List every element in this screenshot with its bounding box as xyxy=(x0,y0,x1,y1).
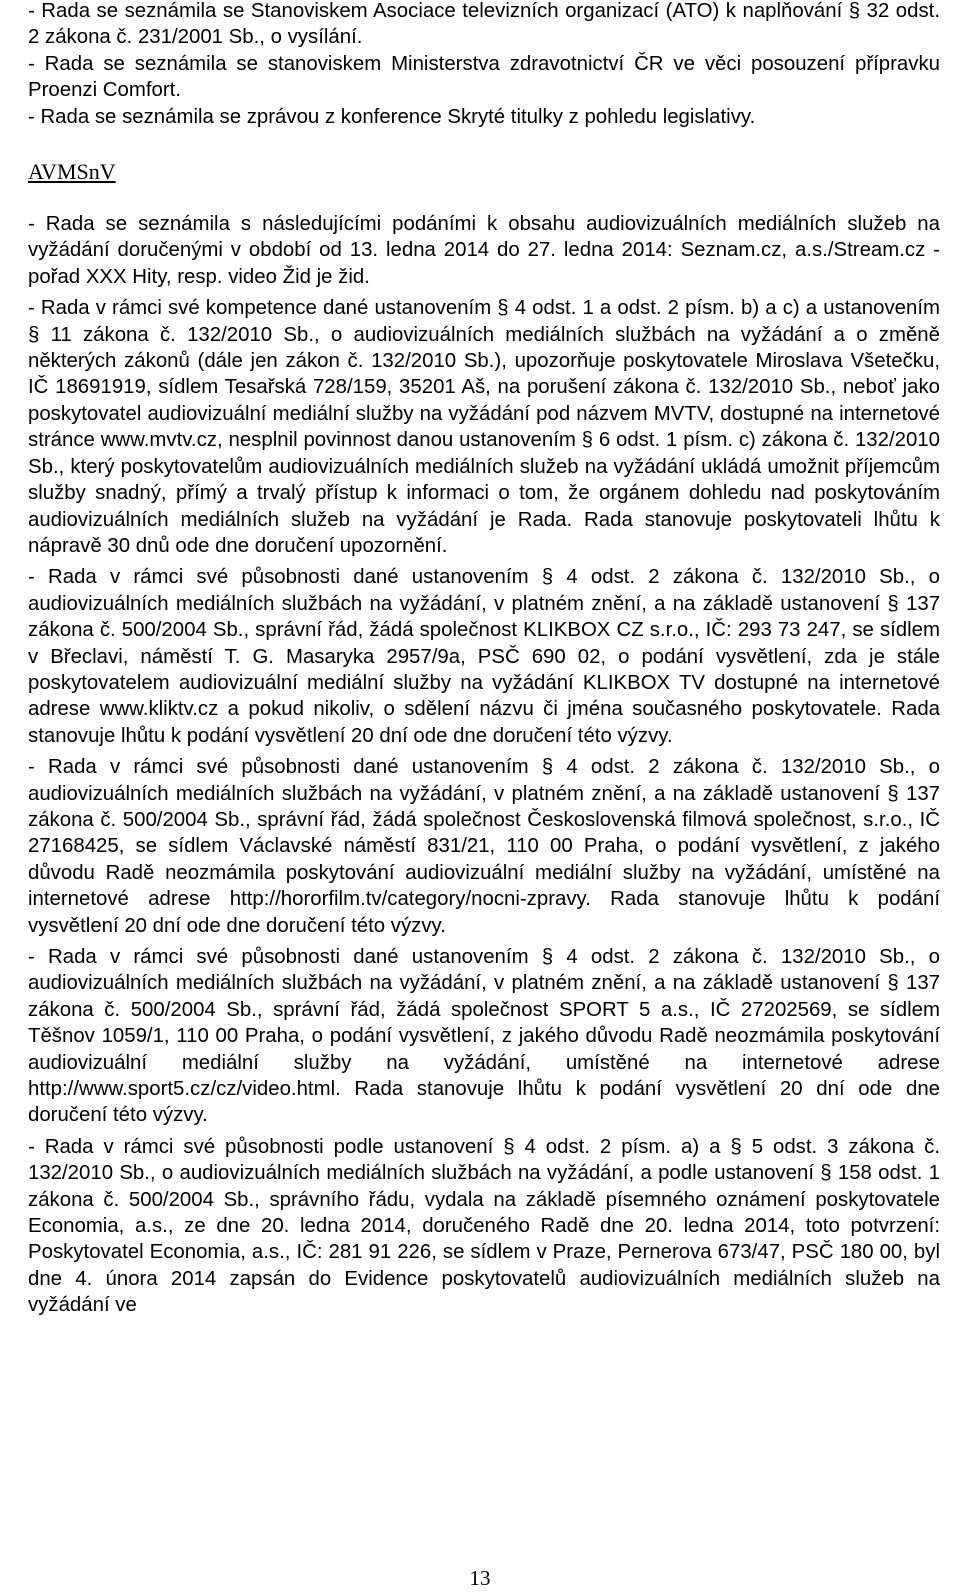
paragraph-ato-statement: - Rada se seznámila se Stanoviskem Asociace televizních organizací (ATO) k naplňování § 32 odst. 2 zákona č. 231/2001 Sb., o vysílání. xyxy=(28,0,940,49)
paragraph-mvtv-notice: - Rada v rámci své kompetence dané ustanovením § 4 odst. 1 a odst. 2 písm. b) a c) a ustanovením § 11 zákona č. 132/2010 Sb., o audiovizuálních mediálních službách na vyžádání a o změně některých zákonů (dále jen zákon č. 132/2010 Sb.), upozorňuje poskytovatele Miroslava Všetečku, IČ 18691919, sídlem Tesařská 728/159, 35201 Aš, na porušení zákona č. 132/2010 Sb., neboť jako poskytovatel audiovizuální mediální služby na vyžádání pod názvem MVTV, dostupné na internetové stránce www.mvtv.cz, nesplnil povinnost danou ustanovením § 6 odst. 1 písm. c) zákona č. 132/2010 Sb., který poskytovatelům audiovizuálních mediálních služeb na vyžádání ukládá umožnit příjemcům služby snadný, přímý a trvalý přístup k informaci o tom, že orgánem dohledu nad poskytováním audiovizuálních mediálních služeb na vyžádání je Rada. Rada stanovuje poskytovateli lhůtu k nápravě 30 dnů ode dne doručení upozornění. xyxy=(28,297,940,557)
paragraph-hororfilm-request: - Rada v rámci své působnosti dané ustanovením § 4 odst. 2 zákona č. 132/2010 Sb., o audiovizuálních mediálních službách na vyžádání, v platném znění, a na základě ustanovení § 137 zákona č. 500/2004 Sb., správní řád, žádá společnost Československá filmová společnost, s.r.o., IČ 27168425, se sídlem Václavské náměstí 831/21, 110 00 Praha, o podání vysvětlení, z jakého důvodu Radě neozmámila poskytování audiovizuální mediální služby na vyžádání, umístěné na internetové adrese http://hororfilm.tv/category/nocni-zpravy. Rada stanovuje lhůtu k podání vysvětlení 20 dní ode dne doručení této výzvy. xyxy=(28,756,940,937)
paragraph-submissions: - Rada se seznámila s následujícími podáními k obsahu audiovizuálních mediálních služeb na vyžádání doručenými v období od 13. ledna 2014 do 27. ledna 2014: Seznam.cz, a.s./Stream.cz - pořad XXX Hity, resp. video Žid je žid. xyxy=(28,213,940,288)
document-body xyxy=(28,0,940,1319)
paragraph-ministry-statement: - Rada se seznámila se stanoviskem Ministerstva zdravotnictví ČR ve věci posouzení přípravku Proenzi Comfort. xyxy=(28,52,940,102)
paragraph-sport5-request: - Rada v rámci své působnosti dané ustanovením § 4 odst. 2 zákona č. 132/2010 Sb., o audiovizuálních mediálních službách na vyžádání, v platném znění, a na základě ustanovení § 137 zákona č. 500/2004 Sb., správní řád, žádá společnost SPORT 5 a.s., IČ 27202569, se sídlem Těšnov 1059/1, 110 00 Praha, o podání vysvětlení, z jakého důvodu Radě neozmámila poskytování audiovizuální mediální služby na vyžádání, umístěné na internetové adrese http://www.sport5.cz/cz/video.html. Rada stanovuje lhůtu k podání vysvětlení 20 dní ode dne doručení této výzvy. xyxy=(28,946,940,1127)
page-number: 13 xyxy=(469,1566,491,1590)
paragraph-klikbox-request: - Rada v rámci své působnosti dané ustanovením § 4 odst. 2 zákona č. 132/2010 Sb., o audiovizuálních mediálních službách na vyžádání, v platném znění, a na základě ustanovení § 137 zákona č. 500/2004 Sb., správní řád, žádá společnost KLIKBOX CZ s.r.o., IČ: 293 73 247, se sídlem v Břeclavi, náměstí T. G. Masaryka 2957/9a, PSČ 690 02, o podání vysvětlení, zda je stále poskytovatelem audiovizuální mediální služby na vyžádání KLIKBOX TV dostupné na internetové adrese www.kliktv.cz a pokud nikoliv, o sdělení názvu či jména současného poskytovatele. Rada stanovuje lhůtu k podání vysvětlení 20 dní ode dne doručení této výzvy. xyxy=(28,566,940,747)
paragraph-economia-confirmation: - Rada v rámci své působnosti podle ustanovení § 4 odst. 2 písm. a) a § 5 odst. 3 zákona č. 132/2010 Sb., o audiovizuálních mediálních službách na vyžádání, a podle ustanovení § 158 odst. 1 zákona č. 500/2004 Sb., správního řádu, vydala na základě písemného oznámení poskytovatele Economia, a.s., ze dne 20. ledna 2014, doručeného Radě dne 20. ledna 2014, toto potvrzení: Poskytovatel Economia, a.s., IČ: 281 91 226, se sídlem v Praze, Pernerova 673/47, PSČ 180 00, byl dne 4. února 2014 zapsán do Evidence poskytovatelů audiovizuálních mediálních služeb na vyžádání ve xyxy=(28,1135,940,1317)
section-heading: AVMSnV xyxy=(28,159,116,185)
paragraph-conference-report: - Rada se seznámila se zprávou z konference Skryté titulky z pohledu legislativy. xyxy=(28,105,756,128)
